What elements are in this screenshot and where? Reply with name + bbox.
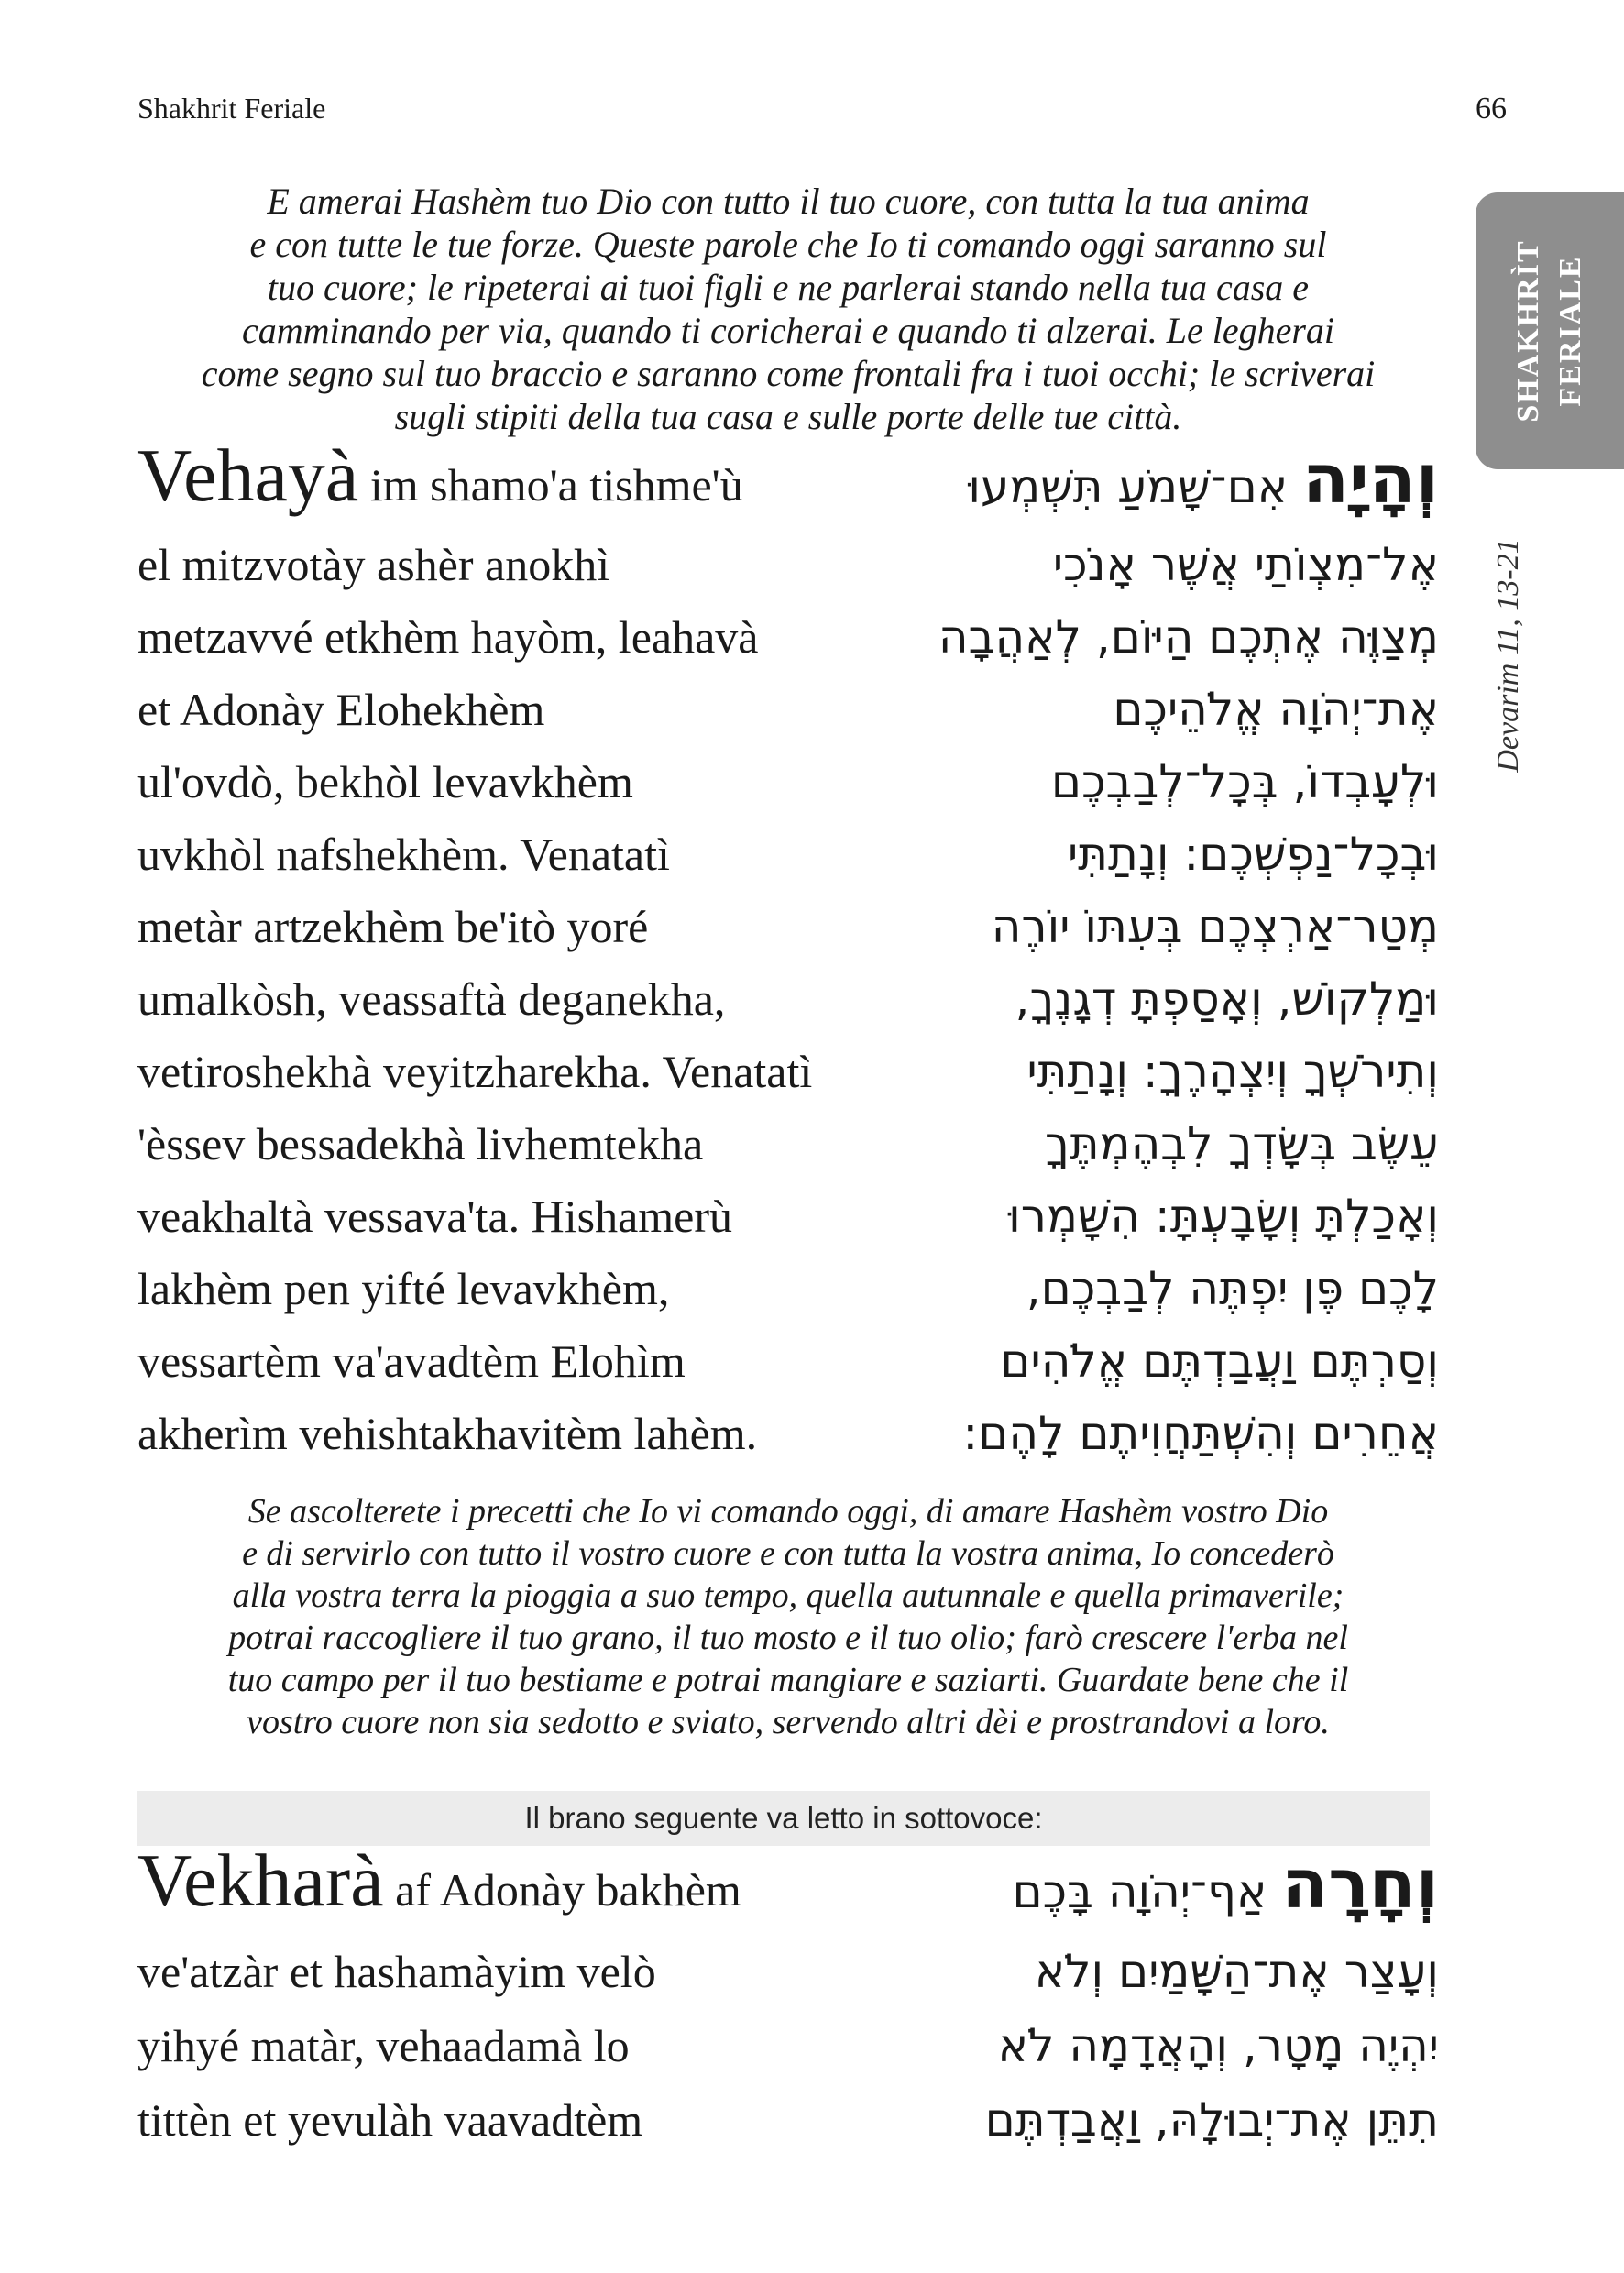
scripture-reference-text: Devarim 11, 13-21 (1491, 538, 1525, 773)
hebrew-text: מְצַוֶּה אֶתְכֶם הַיּוֹם, לְאַהֲבָה (938, 610, 1439, 664)
verse-line (137, 1257, 1439, 1330)
verse-line (137, 1839, 1439, 1938)
hebrew-text-line: אַף־יְהֹוָה בָּכֶם (1012, 1865, 1267, 1918)
first-hebrew-word: וְחָרָה (1281, 1845, 1439, 1924)
instruction-text: Il brano seguente va letto in sottovoce: (524, 1801, 1043, 1835)
transliteration: akherìm vehishtakhavitèm lahèm. (137, 1408, 758, 1459)
translation-line: tuo campo per il tuo bestiame e potrai mangiare e saziarti. Guardate bene che il (227, 1661, 1349, 1699)
hebrew-text: עֵשֶׂב בְּשָׂדְךָ לִבְהֶמְתֶּךָ (1044, 1117, 1439, 1170)
hebrew-text-line: אִם־שָׁמֹעַ תִּשְׁמְעוּ (968, 460, 1289, 513)
hebrew-text: מְטַר־אַרְצְכֶם בְּעִתּוֹ יוֹרֶה (991, 900, 1439, 953)
hebrew-text: וּלְעָבְדוֹ, בְּכָל־לְבַבְכֶם (1050, 755, 1439, 808)
hebrew-text (1012, 1845, 1439, 1924)
verse-line (137, 823, 1439, 895)
running-header-title: Shakhrit Feriale (137, 92, 326, 125)
hebrew-text: אֶת־יְהֹוָה אֱלֹהֵיכֶם (1113, 683, 1439, 736)
hebrew-text: וְסַרְתֶּם וַעֲבַדְתֶּם אֱלֹהִים (1000, 1334, 1439, 1388)
transliteration: vessartèm va'avadtèm Elohìm (137, 1335, 686, 1387)
verse-line (137, 533, 1439, 606)
translation-line: potrai raccogliere il tuo grano, il tuo mosto e il tuo olio; farò crescere l'erba nel (228, 1619, 1348, 1657)
transliteration: et Adonày Elohekhèm (137, 684, 545, 735)
section-tab-label (1508, 239, 1592, 422)
verse-line (137, 1402, 1439, 1475)
transliteration: 'èssev bessadekhà livhemtekha (137, 1118, 704, 1169)
verse-line (137, 1938, 1439, 2013)
hebrew-text: וְתִירֹשְׁךָ וְיִצְהָרֶךָ: וְנָתַתִּי (1026, 1045, 1439, 1098)
verse-line (137, 1113, 1439, 1185)
verse-line (137, 1040, 1439, 1113)
verse-line (137, 968, 1439, 1040)
section-tab (1476, 192, 1624, 469)
translation-block (137, 1490, 1439, 1743)
translation-line: camminando per via, quando ti coricherai e quando ti alzerai. Le legherai (241, 310, 1335, 351)
translation-line: tuo cuore; le ripeterai ai tuoi figli e ne parlerai stando nella tua casa e (267, 267, 1310, 308)
hebrew-text: יִהְיֶה מָטָר, וְהָאֲדָמָה לֹא (997, 2019, 1439, 2072)
transliteration: umalkòsh, veassaftà deganekha, (137, 973, 726, 1025)
transliteration: el mitzvotày ashèr anokhì (137, 539, 610, 590)
translation-line: alla vostra terra la pioggia a suo tempo, quella autunnale e quella primaverile; (232, 1576, 1344, 1615)
hebrew-text: וּבְכָל־נַפְשְׁכֶם: וְנָתַתִּי (1067, 828, 1439, 881)
verse-line (137, 678, 1439, 751)
verse-block-vehaya (137, 434, 1439, 1475)
hebrew-text: אֲחֵרִים וְהִשְׁתַּחֲוִיתֶם לָהֶם: (962, 1407, 1439, 1460)
first-hebrew-word: וְהָיָה (1302, 440, 1439, 519)
verse-line (137, 1185, 1439, 1257)
transliteration: ul'ovdò, bekhòl levavkhèm (137, 756, 633, 807)
transliteration: vetiroshekhà veyitzharekha. Venatatì (137, 1046, 813, 1097)
hebrew-text: וְאָכַלְתָּ וְשָׂבָעְתָּ: הִשָּׁמְרוּ (1008, 1190, 1439, 1243)
verse-line (137, 2087, 1439, 2161)
first-word: Vekharà (137, 1839, 384, 1922)
hebrew-text: אֶל־מִצְוֹתַי אֲשֶׁר אָנֹכִי (1052, 538, 1439, 591)
verse-line (137, 2013, 1439, 2087)
transliteration (137, 433, 743, 519)
hebrew-text (968, 440, 1439, 519)
transliteration (137, 1838, 741, 1924)
scripture-reference (1483, 509, 1534, 802)
translation-line: e con tutte le tue forze. Queste parole che Io ti comando oggi saranno sul (249, 224, 1327, 265)
transliteration: ve'atzàr et hashamàyim velò (137, 1946, 656, 1997)
transliteration: tittèn et yevulàh vaavadtèm (137, 2094, 643, 2146)
translation-line: E amerai Hashèm tuo Dio con tutto il tuo cuore, con tutta la tua anima (267, 181, 1310, 222)
transliteration: yihyé matàr, vehaadamà lo (137, 2020, 630, 2071)
first-word: Vehayà (137, 434, 359, 517)
translation-line: e di servirlo con tutto il vostro cuore e con tutta la vostra anima, Io concederò (242, 1534, 1334, 1573)
intro-translation (137, 180, 1439, 438)
translation-line: Se ascolterete i precetti che Io vi comando oggi, di amare Hashèm vostro Dio (247, 1492, 1329, 1531)
hebrew-text: וּמַלְקוֹשׁ, וְאָסַפְתָּ דְגָנֶךָ, (1015, 972, 1439, 1026)
verse-line (137, 606, 1439, 678)
verse-block-vekhara (137, 1839, 1439, 2161)
transliteration-text: af Adonày bakhèm (395, 1864, 741, 1916)
hebrew-text: וְעָצַר אֶת־הַשָּׁמַיִם וְלֹא (1034, 1945, 1439, 1998)
transliteration: lakhèm pen yifté levavkhèm, (137, 1263, 670, 1314)
verse-line (137, 751, 1439, 823)
transliteration: veakhaltà vessava'ta. Hishamerù (137, 1191, 733, 1242)
transliteration-text: im shamo'a tishme'ù (369, 459, 743, 511)
verse-line (137, 434, 1439, 533)
transliteration: uvkhòl nafshekhèm. Venatatì (137, 829, 670, 880)
hebrew-text: לָכֶם פֶּן יִפְתֶּה לְבַבְכֶם, (1026, 1262, 1439, 1315)
translation-line: vostro cuore non sia sedotto e sviato, servendo altri dèi e prostrandovi a loro. (247, 1703, 1330, 1741)
transliteration: metàr artzekhèm be'itò yoré (137, 901, 649, 952)
transliteration: metzavvé etkhèm hayòm, leahavà (137, 611, 759, 663)
hebrew-text: תִתֵּן אֶת־יְבוּלָהּ, וַאֲבַדְתֶּם (984, 2093, 1439, 2147)
translation-line: come segno sul tuo braccio e saranno come frontali fra i tuoi occhi; le scriverai (201, 353, 1376, 394)
verse-line (137, 895, 1439, 968)
translation-line: sugli stipiti della tua casa e sulle porte delle tue città. (394, 396, 1182, 437)
section-tab-line: SHAKHRÌT (1511, 239, 1545, 423)
verse-line (137, 1330, 1439, 1402)
section-tab-line: FERIALE (1553, 255, 1587, 407)
page-number: 66 (1476, 92, 1507, 126)
